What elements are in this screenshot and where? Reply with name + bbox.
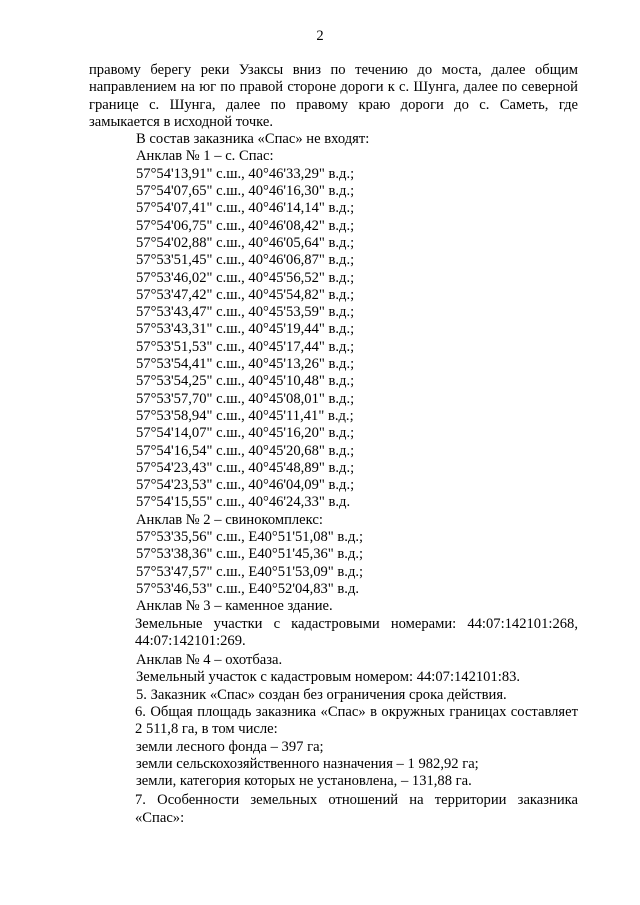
coordinate-line: 57°53'46,53" с.ш., Е40°52'04,83" в.д. [136, 580, 360, 597]
coordinate-line: 57°53'51,53" с.ш., 40°45'17,44" в.д.; [136, 338, 355, 355]
coordinate-line: 57°53'57,70" с.ш., 40°45'08,01" в.д.; [136, 390, 355, 407]
enclave-2-title: Анклав № 2 – свинокомплекс: [136, 511, 323, 528]
coordinate-line: 57°53'38,36" с.ш., Е40°51'45,36" в.д.; [136, 546, 364, 563]
enclave-2-coordinates [89, 529, 578, 598]
coordinate-line: 57°53'47,57" с.ш., Е40°51'53,09" в.д.; [136, 563, 364, 580]
coordinate-line: 57°53'47,42" с.ш., 40°45'54,82" в.д.; [136, 286, 355, 303]
coordinate-line: 57°53'43,47" с.ш., 40°45'53,59" в.д.; [136, 304, 355, 321]
coordinate-line: 57°54'02,88" с.ш., 40°46'05,64" в.д.; [136, 234, 355, 251]
intro-paragraph: правому берегу реки Узаксы вниз по течению до моста, далее общим направлением на юг по правой стороне дороги к с. Шунга, далее по северной границе с. Шунга, далее по правому краю дороги до с. Саметь, где замыкается в исходной точке. [89, 62, 578, 130]
coordinate-line: 57°54'23,53" с.ш., 40°46'04,09" в.д.; [136, 477, 355, 494]
coordinate-line: 57°53'58,94" с.ш., 40°45'11,41" в.д.; [136, 407, 354, 424]
coordinate-line: 57°54'23,43" с.ш., 40°45'48,89" в.д.; [136, 459, 355, 476]
item-6-agricultural: земли сельскохозяйственного назначения – 1 982,92 га; [136, 755, 479, 772]
item-5: 5. Заказник «Спас» создан без ограничения срока действия. [136, 686, 507, 703]
enclave-1-title: Анклав № 1 – с. Спас: [136, 148, 274, 165]
enclave-3-title: Анклав № 3 – каменное здание. [136, 598, 333, 615]
coordinate-line: 57°54'13,91" с.ш., 40°46'33,29" в.д.; [136, 165, 355, 182]
enclave-4-land-parcel: Земельный участок с кадастровым номером: 44:07:142101:83. [136, 669, 521, 686]
coordinate-line: 57°54'07,41" с.ш., 40°46'14,14" в.д.; [136, 200, 355, 217]
coordinate-line: 57°54'06,75" с.ш., 40°46'08,42" в.д.; [136, 217, 355, 234]
coordinate-line: 57°53'46,02" с.ш., 40°45'56,52" в.д.; [136, 269, 355, 286]
coordinate-line: 57°54'16,54" с.ш., 40°45'20,68" в.д.; [136, 442, 355, 459]
coordinate-line: 57°54'14,07" с.ш., 40°45'16,20" в.д.; [136, 425, 355, 442]
item-6: 6. Общая площадь заказника «Спас» в окружных границах составляет 2 511,8 га, в том числе: [135, 703, 578, 738]
document-body [89, 62, 578, 827]
enclave-1-coordinates [89, 166, 578, 512]
coordinate-line: 57°53'54,41" с.ш., 40°45'13,26" в.д.; [136, 356, 355, 373]
item-7: 7. Особенности земельных отношений на территории заказника «Спас»: [135, 792, 578, 826]
coordinate-line: 57°54'07,65" с.ш., 40°46'16,30" в.д.; [136, 183, 355, 200]
coordinate-line: 57°53'43,31" с.ш., 40°45'19,44" в.д.; [136, 321, 355, 338]
page-number: 2 [316, 28, 324, 44]
coordinate-line: 57°53'35,56" с.ш., Е40°51'51,08" в.д.; [136, 529, 364, 546]
coordinate-line: 57°54'15,55" с.ш., 40°46'24,33" в.д. [136, 494, 351, 511]
enclave-3-land-parcels: Земельные участки с кадастровыми номерами: 44:07:142101:268, 44:07:142101:269. [135, 615, 578, 649]
item-6-uncategorized: земли, категория которых не установлена, – 131,88 га. [136, 773, 472, 790]
coordinate-line: 57°53'51,45" с.ш., 40°46'06,87" в.д.; [136, 252, 355, 269]
exclusions-heading: В состав заказника «Спас» не входят: [136, 131, 370, 148]
item-6-forest: земли лесного фонда – 397 га; [136, 738, 324, 755]
enclave-4-title: Анклав № 4 – охотбаза. [136, 652, 283, 669]
coordinate-line: 57°53'54,25" с.ш., 40°45'10,48" в.д.; [136, 373, 355, 390]
